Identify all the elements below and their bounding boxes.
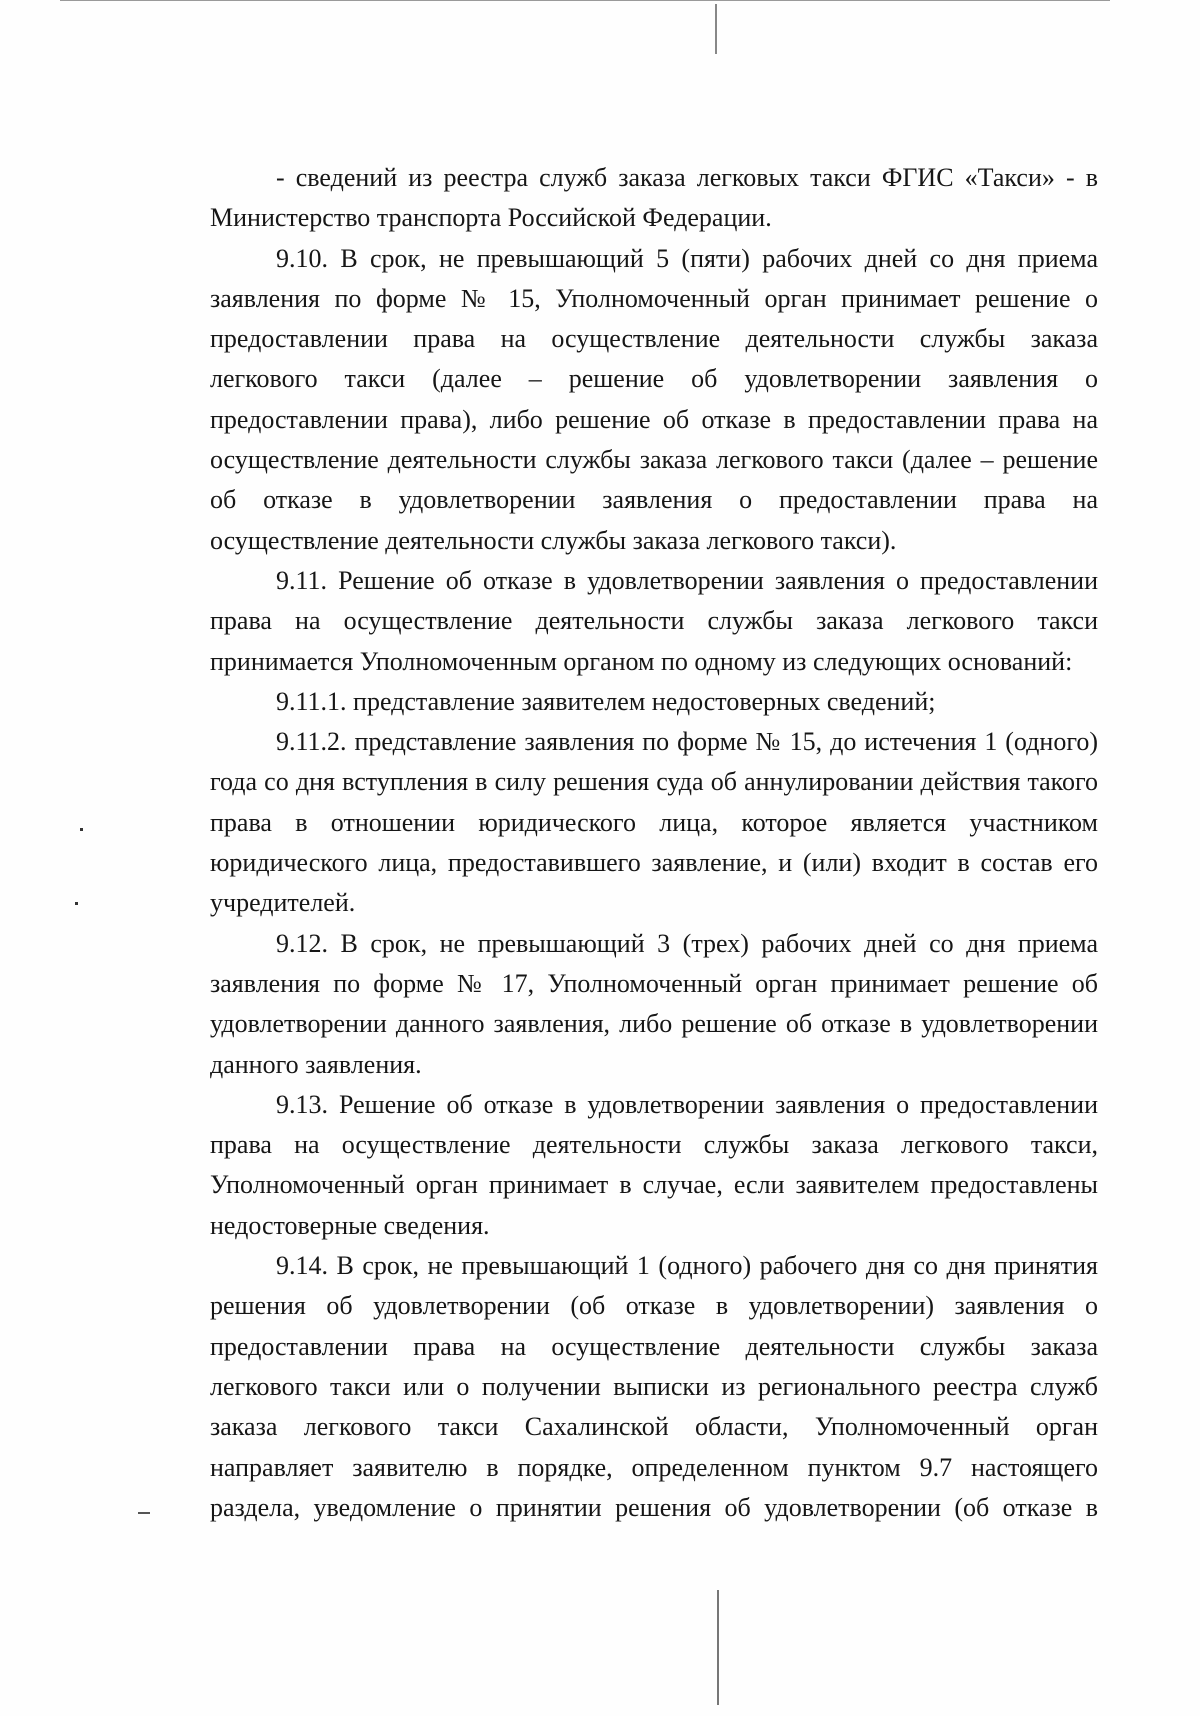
- paragraph-9-12: 9.12. В срок, не превышающий 3 (трех) рабочих дней со дня приема заявления по форме № 17, Уполномоченный орган принимает решение об удовлетворении данного заявления, либо решение об отказе в удовлетворении данного заявления.: [210, 928, 1098, 1079]
- paragraph-9-11-2: 9.11.2. представление заявления по форме № 15, до истечения 1 (одного) года со дня вступления в силу решения суда об аннулировании действия такого права в отношении юридического лица, которое является участником юридического лица, предоставившего заявление, и (или) входит в состав его учредителей.: [210, 727, 1098, 918]
- paragraph-9-10: 9.10. В срок, не превышающий 5 (пяти) рабочих дней со дня приема заявления по форме № 15, Уполномоченный орган принимает решение о предоставлении права на осуществление деятельности службы заказа легкового такси (далее – решение об удовлетворении заявления о предоставлении права), либо решение об отказе в предоставлении права на осуществление деятельности службы заказа легкового такси (далее – решение об отказе в удовлетворении заявления о предоставлении права на осуществление деятельности службы заказа легкового такси).: [210, 243, 1098, 555]
- paragraph-9-11: 9.11. Решение об отказе в удовлетворении заявления о предоставлении права на осуществление деятельности службы заказа легкового такси принимается Уполномоченным органом по одному из следующих оснований:: [210, 565, 1098, 676]
- scan-dash-left: [138, 1512, 150, 1514]
- scan-dot-left-1: [80, 828, 83, 831]
- scan-dot-left-2: [75, 902, 78, 905]
- document-body: [210, 158, 1098, 1528]
- scan-top-edge: [60, 0, 1110, 1]
- scan-mark-top: [715, 4, 717, 54]
- scan-mark-bottom: [717, 1590, 719, 1705]
- paragraph-9-11-1: 9.11.1. представление заявителем недостоверных сведений;: [276, 686, 936, 716]
- paragraph-9-13: 9.13. Решение об отказе в удовлетворении заявления о предоставлении права на осуществление деятельности службы заказа легкового такси, Уполномоченный орган принимает в случае, если заявителем предоставлены недостоверные сведения.: [210, 1089, 1098, 1240]
- paragraph-9-14: 9.14. В срок, не превышающий 1 (одного) рабочего дня со дня принятия решения об удовлетворении (об отказе в удовлетворении) заявления о предоставлении права на осуществление деятельности службы заказа легкового такси или о получении выписки из регионального реестра служб заказа легкового такси Сахалинской области, Уполномоченный орган направляет заявителю в порядке, определенном пунктом 9.7 настоящего раздела, уведомление о принятии решения об удовлетворении (об отказе в: [210, 1251, 1098, 1522]
- paragraph-registry-info: - сведений из реестра служб заказа легковых такси ФГИС «Такси» - в Министерство транспорта Российской Федерации.: [210, 163, 1098, 233]
